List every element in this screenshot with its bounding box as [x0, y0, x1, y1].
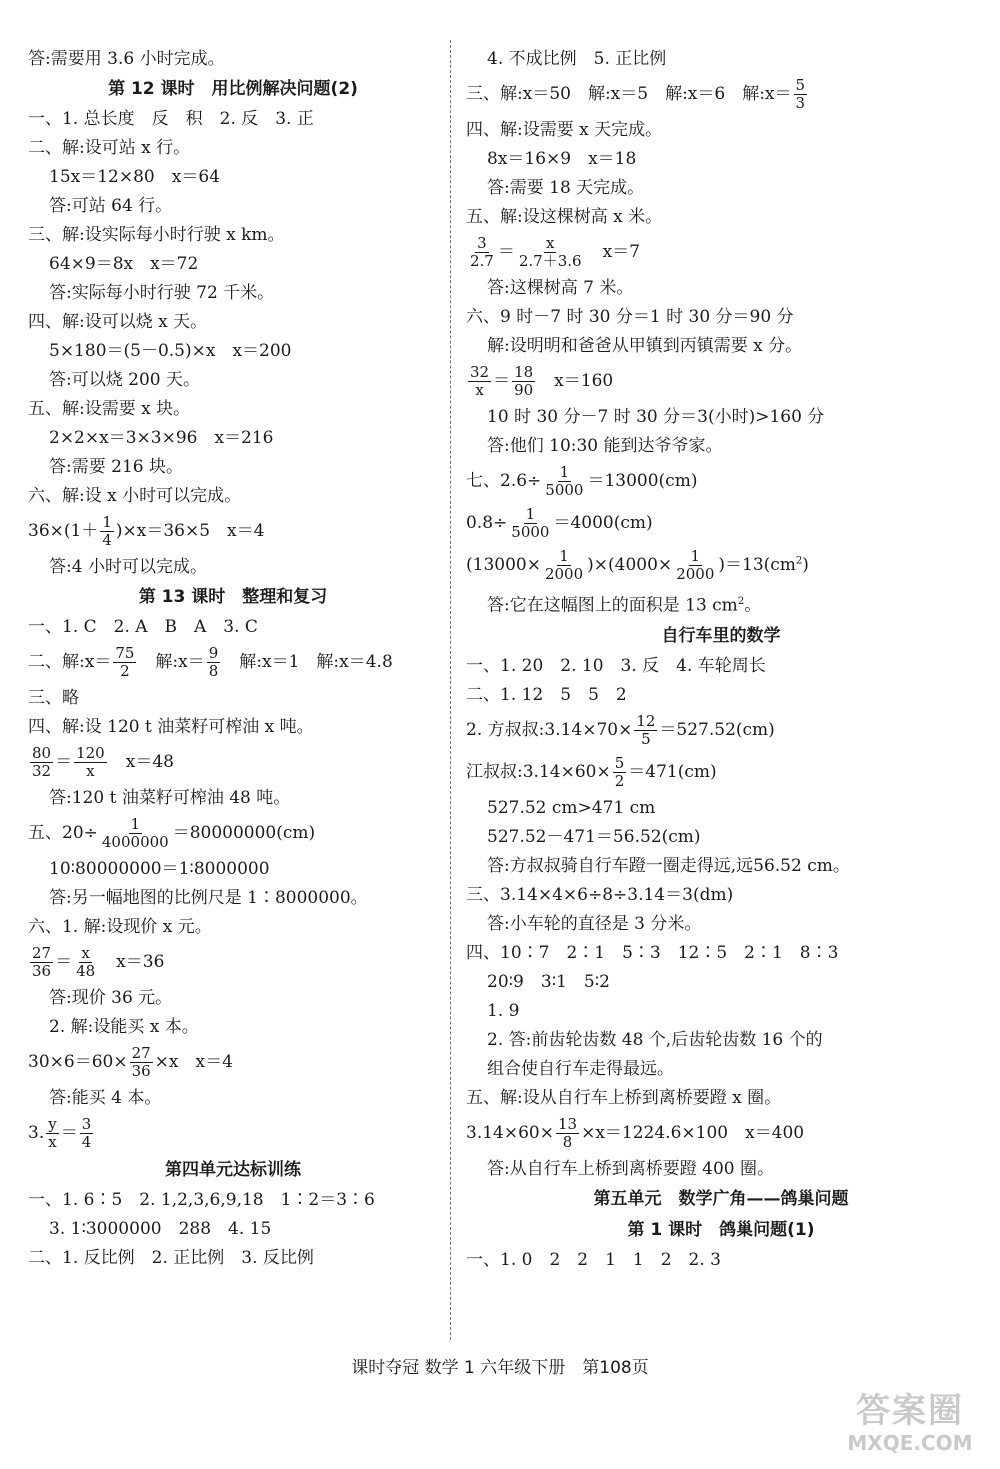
answer-line: 五、解:设这棵树高 x 米。 — [466, 207, 663, 227]
lesson-12-heading: 第 12 课时 用比例解决问题(2) — [108, 79, 358, 99]
answer-line: 六、1. 解:设现价 x 元。 — [28, 917, 212, 937]
text: 30×6＝60× — [28, 1052, 128, 1072]
text: )×(4000× — [587, 555, 673, 575]
fraction — [100, 816, 171, 851]
equation-line — [28, 942, 438, 984]
denominator: 2000 — [544, 565, 584, 583]
fraction — [674, 548, 716, 583]
text: ＝4000(cm) — [553, 513, 653, 533]
equation-line — [466, 461, 976, 503]
answer-line: 四、解:设需要 x 天完成。 — [466, 120, 663, 140]
fraction — [468, 235, 496, 270]
equation-line — [466, 74, 976, 116]
numerator: 1 — [559, 463, 570, 481]
equation-line: 10 时 30 分－7 时 30 分＝3(小时)>160 分 — [487, 407, 825, 427]
text: 江叔叔:3.14×60× — [466, 761, 611, 782]
text: ＝527.52(cm) — [659, 719, 775, 740]
numerator: 1 — [102, 513, 112, 531]
numerator: 1 — [525, 505, 536, 523]
numerator: 3 — [81, 1115, 92, 1133]
equation-line — [28, 1042, 438, 1084]
text: 3. — [28, 1123, 45, 1143]
denominator: 3 — [795, 94, 806, 112]
answer-line: 一、1. 总长度 反 积 2. 反 3. 正 — [28, 109, 314, 129]
numerator: 1 — [559, 547, 569, 565]
denominator: x — [86, 762, 95, 780]
answer-line: 答:他们 10:30 能到达爷爷家。 — [487, 436, 723, 456]
fraction — [517, 235, 584, 270]
denominator: 2000 — [676, 565, 715, 583]
fraction — [543, 464, 585, 499]
fraction — [74, 945, 97, 980]
numerator: 32 — [470, 363, 490, 381]
text: 七、2.6÷ — [466, 471, 542, 491]
superscript: 2 — [795, 555, 803, 567]
fraction — [100, 514, 114, 549]
text: ＝ — [60, 1123, 78, 1143]
page-footer: 课时夺冠 数学 1 六年级下册 第108页 — [351, 1358, 649, 1378]
equation-line — [466, 232, 976, 274]
answer-line: 三、略 — [28, 688, 79, 708]
answer-line: 答:方叔叔骑自行车蹬一圈走得远,远56.52 cm。 — [487, 855, 850, 876]
answer-line: 3. 1∶3000000 288 4. 15 — [49, 1219, 272, 1239]
denominator: 32 — [32, 762, 52, 780]
equation-line — [28, 642, 438, 684]
answer-line: 答:需要 18 天完成。 — [487, 178, 645, 198]
numerator: 27 — [32, 944, 52, 962]
text: )＝13(cm — [718, 555, 796, 575]
fraction — [613, 755, 627, 790]
equation-line: 三、3.14×4×6÷8÷3.14＝3(dm) — [466, 884, 734, 905]
equation-line — [466, 1113, 976, 1155]
answer-line: 20∶9 3∶1 5∶2 — [487, 971, 610, 992]
unit-5-heading: 第五单元 数学广角——鸽巢问题 — [593, 1188, 849, 1209]
text: (13000× — [466, 555, 541, 575]
numerator: x — [81, 944, 90, 962]
numerator: 75 — [115, 644, 135, 662]
denominator: 36 — [32, 962, 52, 980]
text: 解:x＝ — [138, 652, 205, 672]
denominator: 48 — [76, 962, 96, 980]
answer-line: 2. 答:前齿轮齿数 48 个,后齿轮齿数 16 个的 — [487, 1029, 823, 1050]
denominator: 2 — [120, 662, 130, 680]
numerator: 5 — [614, 753, 625, 772]
answer-line: 4. 不成比例 5. 正比例 — [487, 49, 667, 69]
text: ＝ — [493, 371, 511, 391]
watermark-url: MXQE.COM — [847, 1431, 973, 1455]
equation-line: 527.52－471＝56.52(cm) — [487, 826, 701, 847]
answer-line: 二、解:设可站 x 行。 — [28, 138, 191, 158]
answer-line: 答:4 小时可以完成。 — [49, 557, 207, 577]
fraction — [74, 745, 107, 780]
text: 解:x＝1 解:x＝4.8 — [222, 652, 393, 672]
equation-line: 2×2×x＝3×3×96 x＝216 — [49, 428, 274, 448]
denominator: 90 — [514, 381, 534, 399]
denominator: 4 — [81, 1133, 92, 1151]
equation-line — [28, 1113, 438, 1155]
answer-line: 答:需要用 3.6 小时完成。 — [28, 49, 225, 69]
text: )×x＝36×5 x＝4 — [115, 521, 265, 541]
text: ＝80000000(cm) — [172, 823, 316, 843]
denominator: 36 — [131, 1062, 151, 1080]
text: 答:它在这幅图上的面积是 13 cm — [487, 595, 738, 616]
fraction — [46, 1116, 58, 1151]
watermark-logo — [830, 1391, 990, 1461]
fraction — [130, 1045, 153, 1080]
watermark-title: 答案圈 — [856, 1391, 964, 1431]
denominator: 8 — [208, 662, 219, 680]
fraction — [30, 945, 53, 980]
fraction — [207, 645, 221, 680]
column-divider — [450, 40, 451, 1340]
answer-line: 五、解:设需要 x 块。 — [28, 399, 191, 419]
text: ) — [802, 555, 809, 575]
fraction — [468, 364, 491, 399]
left-column — [28, 45, 438, 1273]
answer-line: 答:从自行车上桥到离桥要蹬 400 圈。 — [487, 1158, 774, 1179]
numerator: 1 — [690, 547, 701, 565]
equation-line — [466, 710, 976, 752]
equation-line — [466, 545, 976, 587]
equation-line: 64×9＝8x x＝72 — [49, 254, 199, 274]
numerator: 13 — [557, 1114, 578, 1133]
answer-line: 答:120 t 油菜籽可榨油 48 吨。 — [49, 788, 291, 808]
denominator: 8 — [562, 1132, 573, 1151]
superscript: 2 — [737, 596, 745, 607]
text: ＝471(cm) — [628, 761, 717, 782]
numerator: 5 — [795, 76, 806, 94]
answer-line: 答:另一幅地图的比例尺是 1∶8000000。 — [49, 888, 368, 908]
fraction — [634, 713, 657, 748]
numerator: 1 — [130, 815, 141, 833]
text: 二、解:x＝ — [28, 652, 112, 672]
numerator: 12 — [636, 711, 656, 730]
text: 3.14×60× — [466, 1122, 554, 1143]
numerator: 27 — [131, 1044, 151, 1062]
text: 0.8÷ — [466, 513, 508, 533]
equation-line — [28, 511, 438, 553]
denominator: 5000 — [511, 523, 550, 541]
text: x＝36 — [99, 952, 165, 972]
text: 五、20÷ — [28, 823, 98, 843]
text: 三、解:x＝50 解:x＝5 解:x＝6 解:x＝ — [466, 84, 792, 104]
fraction — [512, 364, 535, 399]
denominator: 2 — [614, 771, 625, 790]
bike-math-heading: 自行车里的数学 — [661, 625, 781, 646]
answer-line: 三、解:设实际每小时行驶 x km。 — [28, 225, 285, 245]
numerator: 80 — [32, 744, 52, 762]
answer-line: 答:实际每小时行驶 72 千米。 — [49, 283, 275, 303]
answer-line: 1. 9 — [487, 1000, 520, 1021]
answer-line: 答:现价 36 元。 — [49, 988, 173, 1008]
answer-line: 四、解:设可以烧 x 天。 — [28, 312, 208, 332]
numerator: 9 — [208, 644, 219, 662]
denominator: 4 — [102, 531, 112, 549]
text: 。 — [744, 595, 762, 616]
answer-line: 一、1. 0 2 2 1 1 2 2. 3 — [466, 1249, 721, 1270]
text: ＝ — [55, 752, 73, 772]
fraction — [509, 506, 551, 541]
denominator: x — [48, 1133, 57, 1151]
answer-line: 四、10∶7 2∶1 5∶3 12∶5 2∶1 8∶3 — [466, 942, 839, 963]
answer-line: 二、1. 反比例 2. 正比例 3. 反比例 — [28, 1248, 314, 1268]
equation-line: 527.52 cm>471 cm — [487, 797, 656, 818]
fraction — [543, 548, 585, 583]
answer-line: 四、解:设 120 t 油菜籽可榨油 x 吨。 — [28, 717, 314, 737]
equation-line — [28, 742, 438, 784]
text: x＝160 — [537, 371, 614, 391]
lesson-1-heading: 第 1 课时 鸽巢问题(1) — [627, 1219, 815, 1240]
text: ×x＝1224.6×100 x＝400 — [581, 1122, 805, 1143]
denominator: 5 — [641, 729, 651, 748]
fraction — [794, 77, 808, 112]
answer-line: 答:可站 64 行。 — [49, 196, 173, 216]
text: ＝13000(cm) — [587, 471, 698, 491]
answer-line: 解:设明明和爸爸从甲镇到丙镇需要 x 分。 — [487, 336, 803, 356]
right-column — [466, 45, 976, 1275]
lesson-13-heading: 第 13 课时 整理和复习 — [138, 587, 328, 607]
text: 2. 方叔叔:3.14×70× — [466, 719, 633, 740]
unit-4-heading: 第四单元达标训练 — [165, 1160, 301, 1180]
text: ＝ — [497, 242, 515, 262]
answer-line: 答:能买 4 本。 — [49, 1088, 162, 1108]
equation-line: 5×180＝(5－0.5)×x x＝200 — [49, 341, 292, 361]
numerator: 120 — [76, 744, 105, 762]
denominator: 5000 — [545, 481, 584, 499]
text: 36×(1＋ — [28, 521, 99, 541]
equation-line — [466, 752, 976, 794]
denominator: 4000000 — [101, 833, 169, 851]
answer-line: 答:可以烧 200 天。 — [49, 370, 200, 390]
text: x＝48 — [108, 752, 174, 772]
answer-line — [466, 587, 976, 621]
numerator: y — [48, 1115, 57, 1133]
fraction — [80, 1116, 94, 1151]
answer-line: 五、解:设从自行车上桥到离桥要蹬 x 圈。 — [466, 1087, 782, 1108]
equation-line — [466, 503, 976, 545]
equation-line: 10∶80000000＝1∶8000000 — [49, 859, 270, 879]
text: ＝ — [55, 952, 73, 972]
answer-line: 答:这棵树高 7 米。 — [487, 278, 634, 298]
answer-line: 一、1. C 2. A B A 3. C — [28, 617, 258, 637]
numerator: 18 — [514, 363, 534, 381]
text: x＝7 — [585, 242, 640, 262]
numerator: 3 — [477, 234, 487, 252]
denominator: x — [475, 381, 484, 399]
answer-line: 答:小车轮的直径是 3 分米。 — [487, 913, 702, 934]
numerator: x — [545, 234, 555, 252]
text: ×x x＝4 — [154, 1052, 233, 1072]
answer-line: 组合使自行车走得最远。 — [487, 1058, 674, 1079]
equation-line — [466, 361, 976, 403]
answer-line: 六、解:设 x 小时可以完成。 — [28, 486, 242, 506]
answer-line: 六、9 时－7 时 30 分＝1 时 30 分＝90 分 — [466, 307, 794, 327]
answer-line: 二、1. 12 5 5 2 — [466, 684, 627, 705]
fraction — [30, 745, 53, 780]
answer-line: 一、1. 20 2. 10 3. 反 4. 车轮周长 — [466, 655, 766, 676]
answer-line: 一、1. 6∶5 2. 1,2,3,6,9,18 1∶2＝3∶6 — [28, 1190, 375, 1210]
equation-line: 8x＝16×9 x＝18 — [487, 149, 637, 169]
equation-line: 15x＝12×80 x＝64 — [49, 167, 220, 187]
denominator: 2.7＋3.6 — [518, 252, 582, 270]
answer-line: 答:需要 216 块。 — [49, 457, 183, 477]
denominator: 2.7 — [470, 252, 494, 270]
answer-line: 2. 解:设能买 x 本。 — [49, 1017, 199, 1037]
fraction — [556, 1116, 579, 1151]
fraction — [113, 645, 136, 680]
equation-line — [28, 813, 438, 855]
